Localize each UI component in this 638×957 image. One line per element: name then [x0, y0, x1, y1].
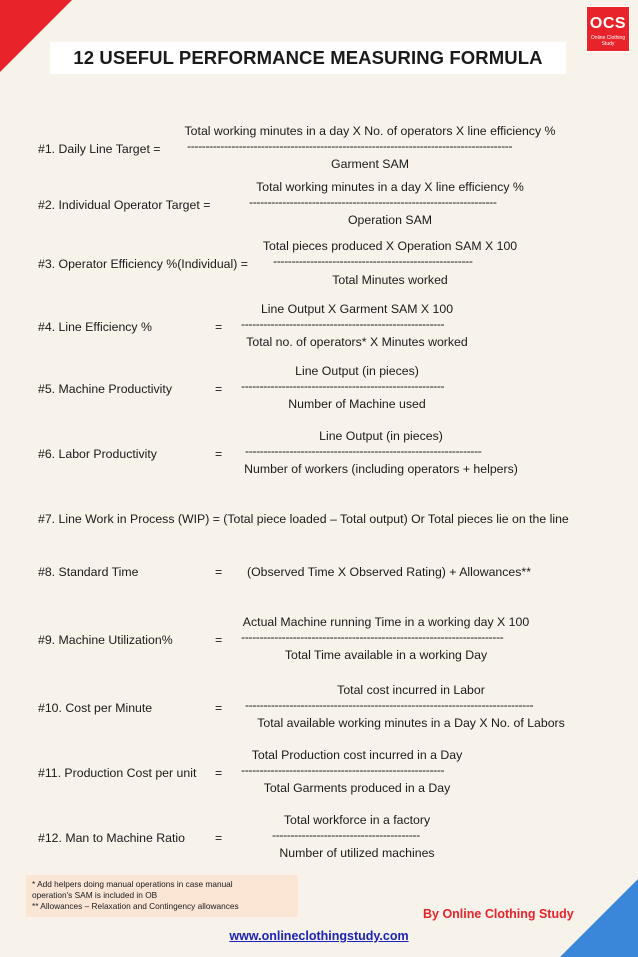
website-link[interactable]: www.onlineclothingstudy.com [229, 929, 409, 943]
formula-11-equals: = [215, 766, 223, 780]
formula-3-numerator: Total pieces produced X Operation SAM X 100 [262, 239, 518, 253]
formula-12-dashes: ---------------------------------------- [272, 828, 420, 842]
byline: By Online Clothing Study [423, 907, 574, 921]
formula-6-label: #6. Labor Productivity [38, 447, 157, 461]
logo-subtext: Online Clothing Study [590, 35, 626, 47]
formula-4-equals: = [215, 320, 223, 334]
formula-10-numerator: Total cost incurred in Labor [337, 683, 485, 697]
formula-6-numerator: Line Output (in pieces) [319, 429, 443, 443]
formula-12-numerator: Total workforce in a factory [283, 813, 431, 827]
formula-2-dashes: ------------------------------------------------------------------- [249, 195, 497, 209]
formula-1-denominator: Garment SAM [331, 157, 409, 171]
footnote-line: ** Allowances – Relaxation and Contingency allowances [32, 901, 239, 911]
formula-2-denominator: Operation SAM [347, 213, 433, 227]
formula-11-label: #11. Production Cost per unit [38, 766, 197, 780]
formula-12-label: #12. Man to Machine Ratio [38, 831, 185, 845]
formula-4-dashes: ------------------------------------------------------- [241, 317, 445, 331]
formula-10-denominator: Total available working minutes in a Day X No. of Labors [257, 716, 565, 730]
formula-5-dashes: ------------------------------------------------------- [241, 379, 445, 393]
formula-9-numerator: Actual Machine running Time in a working day X 100 [242, 615, 530, 629]
footnote-box [26, 875, 298, 917]
formula-9-denominator: Total Time available in a working Day [284, 648, 488, 662]
formula-5-equals: = [215, 382, 223, 396]
formula-12-denominator: Number of utilized machines [279, 846, 435, 860]
page-title: 12 USEFUL PERFORMANCE MEASURING FORMULA [50, 42, 566, 74]
formula-5-denominator: Number of Machine used [288, 397, 426, 411]
ocs-logo [586, 6, 630, 52]
formula-4-denominator: Total no. of operators* X Minutes worked [246, 335, 468, 349]
footnote-line: * Add helpers doing manual operations in case manual [32, 879, 233, 889]
formula-7-text: #7. Line Work in Process (WIP) = (Total piece loaded – Total output) Or Total pieces lie on the line [38, 512, 569, 526]
formula-1-numerator: Total working minutes in a day X No. of operators X line efficiency % [184, 124, 556, 138]
formula-6-equals: = [215, 447, 223, 461]
formula-12-equals: = [215, 831, 223, 845]
formula-6-dashes: ---------------------------------------------------------------- [245, 444, 482, 458]
formula-1-label: #1. Daily Line Target = [38, 142, 161, 156]
formula-6-denominator: Number of workers (including operators + helpers) [244, 462, 518, 476]
logo-text: OCS [589, 15, 627, 32]
formula-10-label: #10. Cost per Minute [38, 701, 153, 715]
formula-8-expression: (Observed Time X Observed Rating) + Allowances** [247, 565, 531, 579]
formula-8-label: #8. Standard Time [38, 565, 139, 579]
formula-11-dashes: ------------------------------------------------------- [241, 763, 445, 777]
formula-9-equals: = [215, 633, 223, 647]
formula-4-numerator: Line Output X Garment SAM X 100 [260, 302, 454, 316]
formula-10-equals: = [215, 701, 223, 715]
formula-10-dashes: ------------------------------------------------------------------------------ [245, 698, 534, 712]
footnote-line: operation's SAM is included in OB [32, 890, 158, 900]
formula-11-numerator: Total Production cost incurred in a Day [251, 748, 463, 762]
formula-2-numerator: Total working minutes in a day X line efficiency % [256, 180, 524, 194]
formula-9-label: #9. Machine Utilization% [38, 633, 173, 647]
formula-3-denominator: Total Minutes worked [332, 273, 448, 287]
formula-4-label: #4. Line Efficiency % [38, 320, 152, 334]
formula-3-label: #3. Operator Efficiency %(Individual) = [38, 257, 248, 271]
formula-2-label: #2. Individual Operator Target = [38, 198, 211, 212]
formula-5-label: #5. Machine Productivity [38, 382, 172, 396]
formula-1-dashes: ---------------------------------------------------------------------------------------- [187, 139, 513, 153]
formula-9-dashes: ----------------------------------------------------------------------- [241, 630, 504, 644]
formula-8-equals: = [215, 565, 223, 579]
formula-3-dashes: ------------------------------------------------------ [273, 254, 473, 268]
formula-5-numerator: Line Output (in pieces) [295, 364, 419, 378]
formula-11-denominator: Total Garments produced in a Day [263, 781, 451, 795]
